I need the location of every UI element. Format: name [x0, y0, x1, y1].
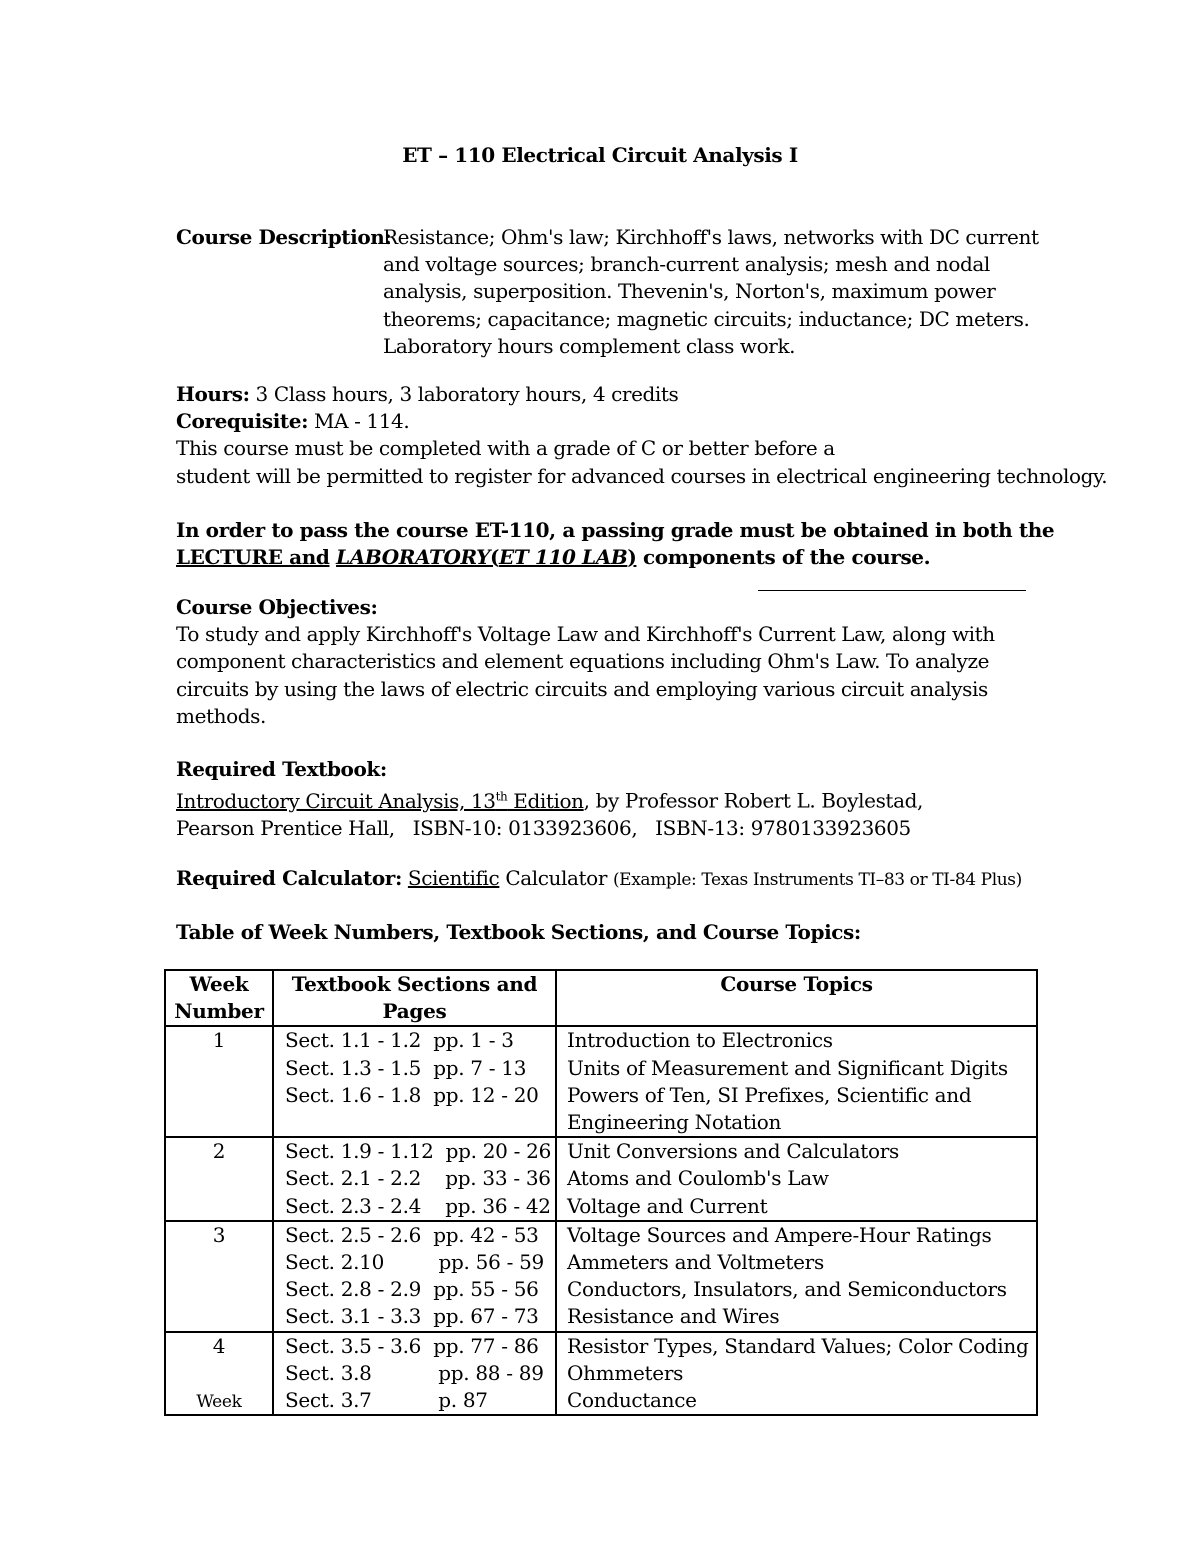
week-number: 4	[212, 1333, 226, 1358]
hours-label: Hours:	[176, 382, 250, 406]
section-entry: Sect. 3.5 - 3.6 pp. 77 - 86	[285, 1333, 539, 1358]
calculator-word: Calculator	[499, 866, 613, 890]
lab-code: ET 110 LAB	[499, 545, 628, 570]
laboratory-label: LABORATORY	[336, 545, 490, 570]
week-footer-label: Week	[196, 1391, 242, 1412]
topic-entry: Voltage Sources and Ampere-Hour Ratings	[567, 1222, 992, 1247]
sections-cell	[273, 1332, 556, 1416]
week-cell-content	[166, 1333, 272, 1414]
header-week-line: Week	[189, 972, 249, 996]
lecture-label: LECTURE and	[176, 545, 330, 570]
topic-entry: Ammeters and Voltmeters	[567, 1250, 824, 1275]
corequisite-label: Corequisite:	[176, 409, 309, 434]
section-entry: Sect. 2.8 - 2.9 pp. 55 - 56	[285, 1277, 539, 1302]
week-cell	[165, 1332, 273, 1416]
lab-paren-close: )	[627, 545, 637, 570]
sections-cell	[273, 1221, 556, 1332]
hours-line	[176, 381, 1046, 408]
topics-cell	[556, 1221, 1037, 1332]
objectives-heading: Course Objectives:	[176, 595, 378, 619]
course-description-label: Course Description:	[176, 225, 392, 249]
topic-entry: Powers of Ten, SI Prefixes, Scientific and	[567, 1082, 972, 1107]
topic-entry: Voltage and Current	[567, 1193, 768, 1218]
description-line: Resistance; Ohm's law; Kirchhoff's laws, networks with DC current	[383, 225, 1039, 249]
calculator-example: (Example: Texas Instruments TI–83 or TI-84 Plus)	[612, 870, 1022, 890]
pass-requirement-line-2	[176, 544, 1046, 571]
pass-requirement	[176, 517, 1055, 571]
week-cell: 2	[165, 1137, 273, 1221]
textbook-title-text: Introductory Circuit Analysis, 13	[176, 788, 496, 813]
description-line: and voltage sources; branch-current analysis; mesh and nodal	[383, 252, 990, 277]
corequisite-note-2: student will be permitted to register for advanced courses in electrical engineering technology.	[176, 463, 1108, 488]
section-entry: Sect. 1.1 - 1.2 pp. 1 - 3	[285, 1028, 514, 1053]
topic-entry: Resistance and Wires	[567, 1304, 780, 1329]
course-topics-table	[164, 969, 1038, 1416]
topic-entry: Unit Conversions and Calculators	[567, 1139, 899, 1164]
section-entry: Sect. 3.8 pp. 88 - 89	[285, 1360, 544, 1385]
table-row	[165, 1221, 1037, 1332]
header-week-line: Number	[174, 999, 264, 1024]
corequisite-note-1: This course must be completed with a grade of C or better before a	[176, 436, 835, 461]
section-entry: Sect. 2.1 - 2.2 pp. 33 - 36	[285, 1166, 551, 1191]
pass-requirement-tail: components of the course.	[643, 545, 931, 570]
section-entry: Sect. 2.5 - 2.6 pp. 42 - 53	[285, 1222, 539, 1247]
pass-requirement-line-1: In order to pass the course ET-110, a passing grade must be obtained in both the	[176, 518, 1055, 542]
textbook-title-line	[176, 783, 1046, 815]
hours-corequisite-section	[176, 381, 1108, 490]
topics-cell	[556, 1137, 1037, 1221]
objectives-line: component characteristics and element equations including Ohm's Law. To analyze	[176, 649, 990, 674]
header-sections-line: Pages	[382, 999, 447, 1024]
section-entry: Sect. 3.1 - 3.3 pp. 67 - 73	[285, 1304, 539, 1329]
week-cell: 1	[165, 1026, 273, 1137]
header-sections	[273, 970, 556, 1026]
topic-entry: Conductors, Insulators, and Semiconductors	[567, 1277, 1007, 1302]
objectives-line: circuits by using the laws of electric circuits and employing various circuit analysis	[176, 676, 988, 701]
lab-paren-open: (	[489, 545, 500, 570]
objectives-line: To study and apply Kirchhoff's Voltage Law and Kirchhoff's Current Law, along with	[176, 622, 995, 647]
table-row	[165, 1026, 1037, 1137]
textbook-title	[176, 789, 584, 813]
table-row	[165, 1137, 1037, 1221]
hours-value: 3 Class hours, 3 laboratory hours, 4 credits	[255, 382, 679, 406]
textbook-heading: Required Textbook:	[176, 757, 387, 781]
topic-entry: Ohmmeters	[567, 1360, 684, 1385]
description-line: theorems; capacitance; magnetic circuits; inductance; DC meters.	[383, 306, 1030, 331]
sections-cell	[273, 1137, 556, 1221]
corequisite-value: MA - 114.	[314, 409, 410, 434]
description-line: analysis, superposition. Thevenin's, Norton's, maximum power	[383, 279, 996, 304]
course-description-text	[383, 224, 1043, 360]
objectives-section	[176, 594, 1046, 730]
textbook-author: , by Professor Robert L. Boylestad,	[583, 788, 923, 813]
table-row	[165, 1332, 1037, 1416]
calculator-section	[176, 865, 1046, 894]
topics-cell	[556, 1332, 1037, 1416]
topic-entry: Resistor Types, Standard Values; Color Coding	[567, 1333, 1029, 1358]
week-cell: 3	[165, 1221, 273, 1332]
header-week	[165, 970, 273, 1026]
textbook-section	[176, 756, 1046, 842]
separator-line	[758, 590, 1026, 591]
header-topics	[556, 970, 1037, 1026]
topic-entry: Introduction to Electronics	[567, 1028, 833, 1053]
topic-entry: Conductance	[567, 1388, 697, 1413]
textbook-title-edition: Edition	[507, 788, 584, 813]
table-header-row	[165, 970, 1037, 1026]
textbook-edition-sup: th	[495, 789, 508, 804]
objectives-line: methods.	[176, 703, 266, 728]
section-entry: Sect. 3.7 p. 87	[285, 1388, 488, 1413]
corequisite-line	[176, 408, 1046, 435]
topic-entry: Units of Measurement and Significant Digits	[567, 1055, 1008, 1080]
textbook-publisher: Pearson Prentice Hall, ISBN-10: 0133923606, ISBN-13: 9780133923605	[176, 816, 911, 841]
table-heading: Table of Week Numbers, Textbook Sections, and Course Topics:	[176, 920, 861, 944]
topic-entry: Atoms and Coulomb's Law	[567, 1166, 829, 1191]
topic-entry: Engineering Notation	[567, 1110, 782, 1135]
section-entry: Sect. 2.3 - 2.4 pp. 36 - 42	[285, 1193, 551, 1218]
section-entry: Sect. 1.6 - 1.8 pp. 12 - 20	[285, 1082, 539, 1107]
sections-cell	[273, 1026, 556, 1137]
topics-cell	[556, 1026, 1037, 1137]
calculator-heading: Required Calculator:	[176, 866, 402, 890]
description-line: Laboratory hours complement class work.	[383, 333, 796, 358]
section-entry: Sect. 1.9 - 1.12 pp. 20 - 26	[285, 1139, 552, 1164]
section-entry: Sect. 2.10 pp. 56 - 59	[285, 1250, 544, 1275]
calculator-type: Scientific	[407, 866, 500, 890]
header-sections-line: Textbook Sections and	[291, 972, 538, 996]
section-entry: Sect. 1.3 - 1.5 pp. 7 - 13	[285, 1055, 527, 1080]
header-topics-line: Course Topics	[720, 972, 873, 996]
page-title: ET – 110 Electrical Circuit Analysis I	[402, 143, 798, 167]
